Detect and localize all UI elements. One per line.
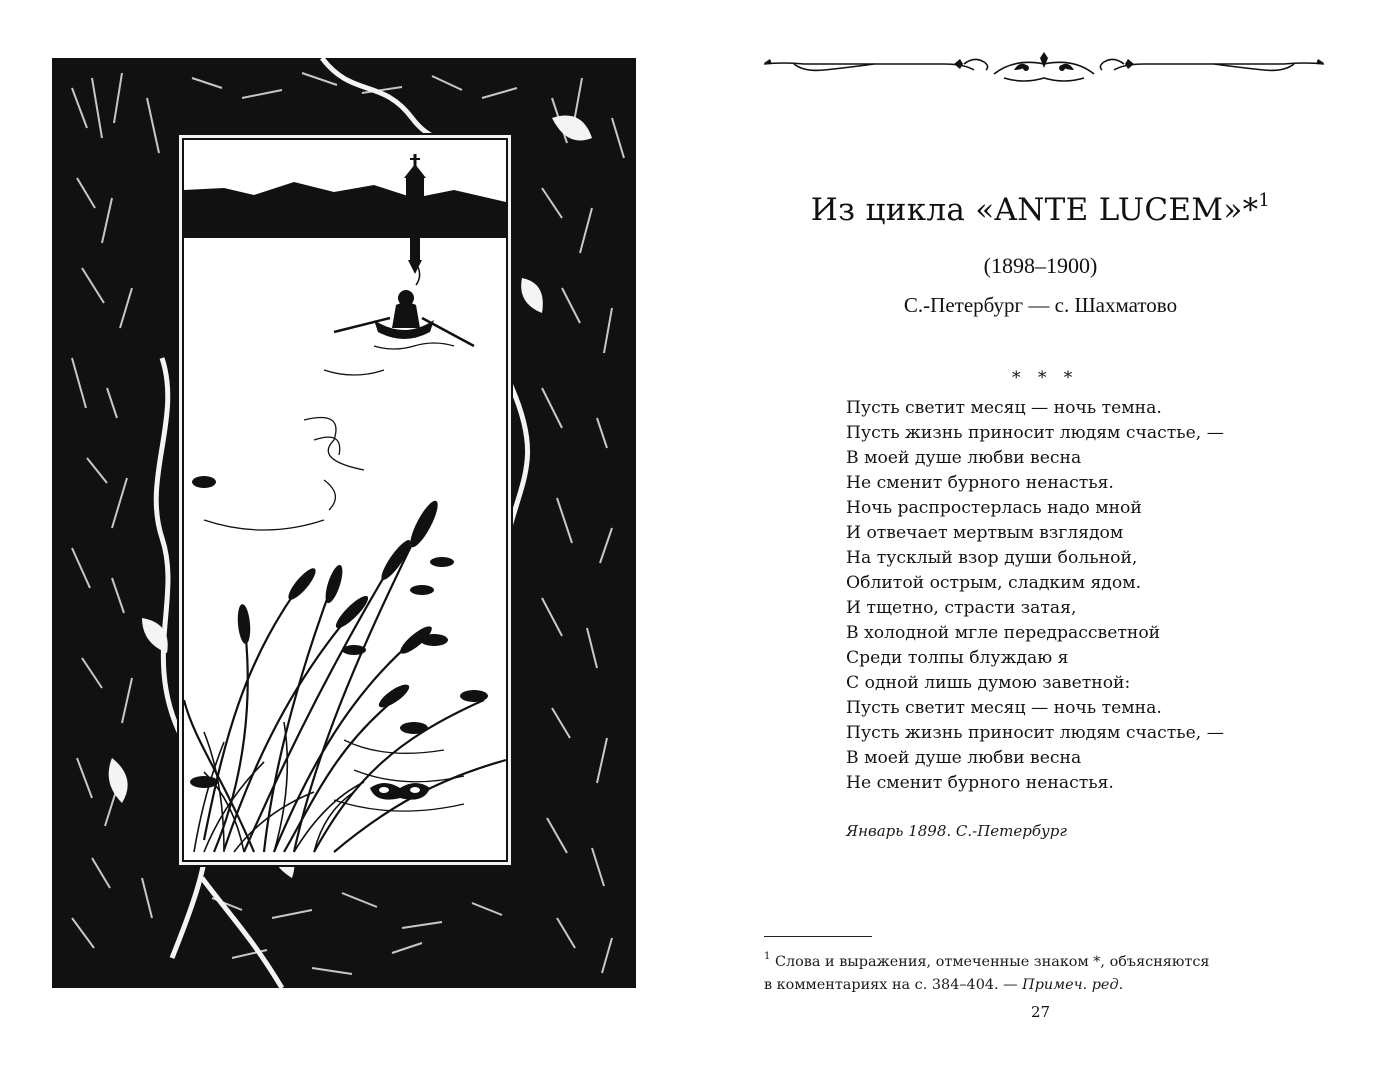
poem-line: Пусть жизнь приносит людям счастье, —	[846, 423, 1224, 443]
footnote-rule	[764, 936, 872, 937]
cycle-years: (1898–1900)	[983, 253, 1098, 278]
poem-line: На тусклый взор души больной,	[846, 548, 1138, 568]
footnote	[764, 946, 1324, 997]
cycle-places: С.-Петербург — с. Шахматово	[903, 293, 1178, 317]
poem-line: Ночь распростерлась надо мной	[846, 498, 1142, 518]
lake-boat-church-reeds-illustration	[184, 140, 506, 860]
footnote-number: 1	[764, 951, 771, 962]
lake-scene-frame	[182, 138, 508, 862]
poem-line: Пусть светит месяц — ночь темна.	[846, 398, 1162, 418]
poem-line: Пусть светит месяц — ночь темна.	[846, 698, 1162, 718]
poem-line: Облитой острым, сладким ядом.	[846, 573, 1142, 593]
poem-line: Пусть жизнь приносит людям счастье, —	[846, 723, 1224, 743]
poem-line: И отвечает мертвым взглядом	[846, 523, 1124, 543]
poem-dateline: Январь 1898. С.-Петербург	[846, 822, 1067, 840]
footnote-text-line1: Слова и выражения, отмеченные знаком *, объясняются	[774, 953, 1210, 970]
poem-line: В моей душе любви весна	[846, 448, 1082, 468]
editor-note: Примеч. ред.	[1022, 976, 1124, 993]
poem-line: С одной лишь думою заветной:	[846, 673, 1131, 693]
title-comment-marker: *	[1242, 192, 1259, 228]
page-number: 27	[1030, 1003, 1051, 1021]
poem-line: Среди толпы блуждаю я	[846, 648, 1069, 668]
illustration-plate	[52, 58, 636, 988]
poem-body	[846, 396, 1224, 796]
decorative-header-flourish-icon	[764, 52, 1324, 94]
poem-line: И тщетно, страсти затая,	[846, 598, 1077, 618]
footnote-text-line2: в комментариях на с. 384–404. —	[764, 976, 1023, 993]
poem-line: Не сменит бурного ненастья.	[846, 473, 1114, 493]
poem-line: Не сменит бурного ненастья.	[846, 773, 1114, 793]
poem-line: В холодной мгле передрассветной	[846, 623, 1161, 643]
poem-line: В моей душе любви весна	[846, 748, 1082, 768]
asterism-divider: * * *	[1012, 368, 1079, 388]
poem-cycle-title	[700, 192, 1381, 228]
text-page	[700, 0, 1381, 1080]
title-footnote-ref[interactable]: 1	[1258, 190, 1271, 211]
title-text: Из цикла «ANTE LUCEM»	[810, 192, 1243, 228]
